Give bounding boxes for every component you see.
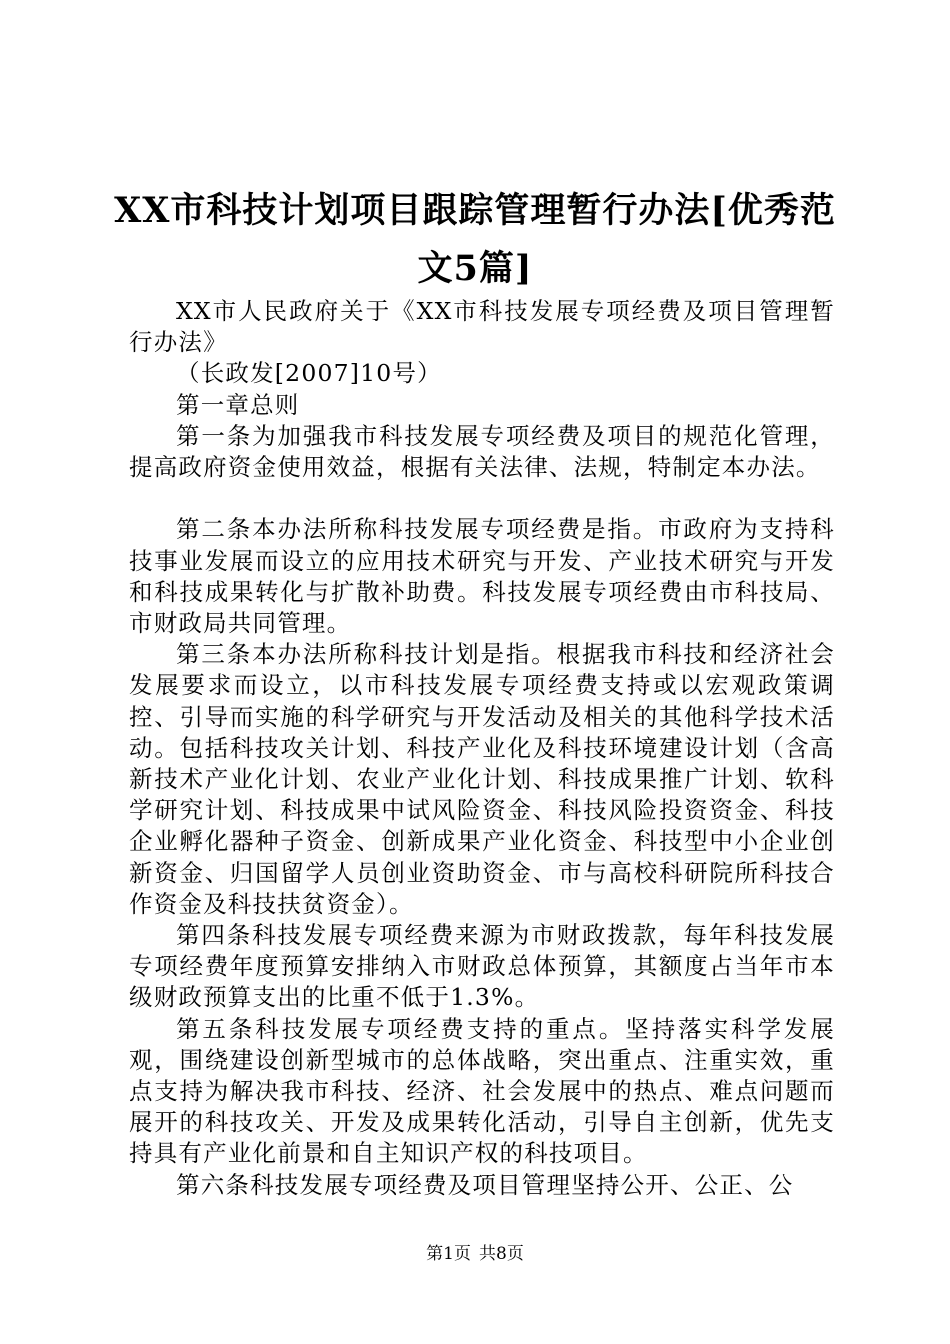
paragraph-intro: XX市人民政府关于《XX市科技发展专项经费及项目管理暂行办法》 [129,297,835,357]
paragraph-article-6: 第六条科技发展专项经费及项目管理坚持公开、公正、公 [176,1170,794,1199]
paragraph-doc-number: （长政发[2007]10号） [176,359,442,388]
page-total: 共8页 [479,1244,524,1264]
paragraph-article-5: 第五条科技发展专项经费支持的重点。坚持落实科学发展观，围绕建设创新型城市的总体战略，突出重点、注重实效，重点支持为解决我市科技、经济、社会发展中的热点、难点问题而展开的科技攻关、开发及成果转化活动，引导自主创新，优先支持具有产业化前景和自主知识产权的科技项目。 [129,1014,835,1168]
page-footer [0,1243,950,1265]
paragraph-chapter-heading: 第一章总则 [176,390,300,419]
page-number: 第1页 [426,1244,471,1264]
document-title: XX市科技计划项目跟踪管理暂行办法[优秀范文5篇] [114,190,836,289]
document-body [129,296,835,1201]
paragraph-article-2: 第二条本办法所称科技发展专项经费是指。市政府为支持科技事业发展而设立的应用技术研究与开发、产业技术研究与开发和科技成果转化与扩散补助费。科技发展专项经费由市科技局、市财政局共同管理。 [129,515,835,638]
paragraph-article-4: 第四条科技发展专项经费来源为市财政拨款，每年科技发展专项经费年度预算安排纳入市财政总体预算，其额度占当年市本级财政预算支出的比重不低于1.3%。 [129,921,835,1012]
paragraph-article-3: 第三条本办法所称科技计划是指。根据我市科技和经济社会发展要求而设立，以市科技发展专项经费支持或以宏观政策调控、引导而实施的科学研究与开发活动及相关的其他科学技术活动。包括科技攻关计划、科技产业化及科技环境建设计划（含高新技术产业化计划、农业产业化计划、科技成果推广计划、软科学研究计划、科技成果中试风险资金、科技风险投资资金、科技企业孵化器种子资金、创新成果产业化资金、科技型中小企业创新资金、归国留学人员创业资助资金、市与高校科研院所科技合作资金及科技扶贫资金）。 [129,640,835,918]
paragraph-article-1: 第一条为加强我市科技发展专项经费及项目的规范化管理，提高政府资金使用效益，根据有关法律、法规，特制定本办法。 [129,421,835,482]
